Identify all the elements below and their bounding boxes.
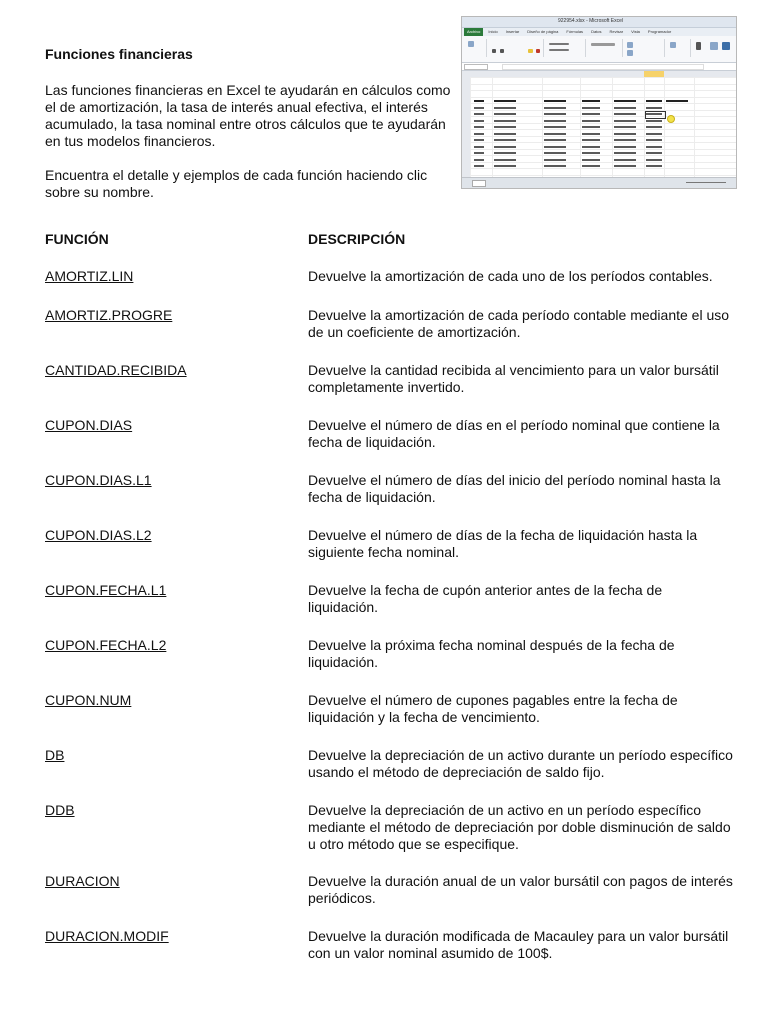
function-link[interactable]: CUPON.NUM <box>45 692 132 708</box>
mouse-cursor-highlight <box>667 115 675 123</box>
grid-col-line <box>542 77 543 177</box>
cell-text <box>474 146 484 148</box>
ribbon-group-font <box>488 39 544 57</box>
function-link[interactable]: CANTIDAD.RECIBIDA <box>45 362 187 378</box>
function-description: Devuelve el número de días en el período nominal que contiene la fecha de liquidación. <box>308 417 720 450</box>
function-link[interactable]: DURACION <box>45 873 120 889</box>
cell-text <box>614 126 636 128</box>
cell-text <box>544 126 566 128</box>
intro-paragraph-1: Las funciones financieras en Excel te ayudarán en cálculos como el de amortización, la tasa de interés anual efectiva, el interés acumulado, la tasa nominal entre otros cálculos que te ayudarán en tus modelos financieros. <box>45 82 451 149</box>
excel-tab-insert: Insertar <box>505 29 520 34</box>
excel-tab-formulas: Fórmulas <box>566 29 584 34</box>
font-color-icon <box>536 49 540 53</box>
paste-icon <box>468 41 474 47</box>
cell-text <box>494 126 516 128</box>
grid-row-line <box>470 162 736 163</box>
grid-row-line <box>470 155 736 156</box>
cell-text <box>646 152 662 154</box>
grid-row-line <box>470 136 736 137</box>
grid-row-line <box>470 168 736 169</box>
grid-row-line <box>470 97 736 98</box>
grid-col-line <box>612 77 613 177</box>
cell-text <box>614 133 636 135</box>
cell-text <box>474 113 484 115</box>
cell-text <box>474 126 484 128</box>
cell-text <box>614 152 636 154</box>
excel-ribbon <box>462 36 736 63</box>
cell-text <box>474 120 484 122</box>
function-link[interactable]: AMORTIZ.LIN <box>45 268 134 284</box>
excel-screenshot <box>461 16 737 189</box>
page-title: Funciones financieras <box>45 46 193 62</box>
function-description: Devuelve el número de cupones pagables entre la fecha de liquidación y la fecha de vencimiento. <box>308 692 678 725</box>
function-link[interactable]: DDB <box>45 802 75 818</box>
cell-text <box>544 120 566 122</box>
cell-text <box>582 152 600 154</box>
cell-text <box>582 146 600 148</box>
sort-filter-icon <box>710 42 718 50</box>
function-link[interactable]: CUPON.DIAS <box>45 417 133 433</box>
cell-text <box>544 100 566 102</box>
cell-text <box>474 159 484 161</box>
function-link[interactable]: DURACION.MODIF <box>45 928 169 944</box>
grid-row-line <box>470 129 736 130</box>
table-format-icon <box>627 50 633 56</box>
excel-formula-bar <box>462 63 736 71</box>
function-description: Devuelve la próxima fecha nominal después de la fecha de liquidación. <box>308 637 675 670</box>
cell-text <box>474 152 484 154</box>
function-description: Devuelve la cantidad recibida al vencimiento para un valor bursátil completamente invertido. <box>308 362 719 395</box>
cell-text <box>582 159 600 161</box>
conditional-format-icon <box>627 42 633 48</box>
grid-row-line <box>470 116 736 117</box>
function-link[interactable]: CUPON.DIAS.L2 <box>45 527 152 543</box>
function-description: Devuelve la fecha de cupón anterior antes de la fecha de liquidación. <box>308 582 663 615</box>
align-icon <box>549 43 569 45</box>
cell-text <box>646 107 662 109</box>
cell-text <box>474 133 484 135</box>
cell-text <box>582 133 600 135</box>
cell-text <box>582 126 600 128</box>
grid-row-line <box>470 90 736 91</box>
cell-text <box>474 100 484 102</box>
cell-text <box>544 133 566 135</box>
grid-row-line <box>470 84 736 85</box>
ribbon-group-styles <box>624 39 665 57</box>
function-description: Devuelve el número de días de la fecha de liquidación hasta la siguiente fecha nominal. <box>308 527 698 560</box>
grid-row-line <box>470 142 736 143</box>
ribbon-group-cells <box>666 39 691 57</box>
cell-text <box>614 139 636 141</box>
insert-cells-icon <box>670 42 676 48</box>
function-link[interactable]: DB <box>45 747 65 763</box>
function-description: Devuelve la duración anual de un valor bursátil con pagos de interés periódicos. <box>308 873 733 906</box>
name-box <box>464 64 488 70</box>
function-link[interactable]: CUPON.FECHA.L1 <box>45 582 167 598</box>
function-description: Devuelve la depreciación de un activo durante un período específico usando el método de depreciación de saldo fijo. <box>308 747 733 780</box>
cell-text <box>494 100 516 102</box>
cell-text <box>646 139 662 141</box>
cell-text <box>494 133 516 135</box>
cell-text <box>614 100 636 102</box>
cell-text <box>544 159 566 161</box>
cell-text <box>614 107 636 109</box>
align-icon-2 <box>549 49 569 51</box>
cell-text <box>544 113 566 115</box>
cell-text <box>614 113 636 115</box>
excel-status-bar <box>462 177 736 188</box>
cell-text <box>494 152 516 154</box>
grid-row-line <box>470 103 736 104</box>
function-link[interactable]: AMORTIZ.PROGRE <box>45 307 173 323</box>
cell-text <box>494 107 516 109</box>
ribbon-group-editing <box>692 39 732 57</box>
sum-icon <box>696 42 701 50</box>
grid-col-line <box>644 77 645 177</box>
excel-tab-review: Revisar <box>609 29 624 34</box>
excel-window-title: 922954.xlsx - Microsoft Excel <box>558 18 624 24</box>
excel-title-bar <box>462 17 736 28</box>
cell-text <box>494 120 516 122</box>
excel-tab-layout: Diseño de página <box>527 29 559 34</box>
cell-text <box>582 165 600 167</box>
ribbon-group-number <box>587 39 623 57</box>
grid-row-line <box>470 77 736 78</box>
column-header-description: DESCRIPCIÓN <box>308 231 406 247</box>
ribbon-group-clipboard <box>464 39 487 57</box>
formula-input <box>502 64 704 70</box>
cell-text <box>646 165 662 167</box>
cell-text <box>646 159 662 161</box>
excel-tab-data: Datos <box>591 29 602 34</box>
excel-ribbon-tabs <box>462 28 736 36</box>
active-cell <box>645 111 666 119</box>
cell-text <box>646 133 662 135</box>
find-select-icon <box>722 42 730 50</box>
cell-text <box>582 113 600 115</box>
grid-col-line <box>694 77 695 177</box>
cell-text <box>646 146 662 148</box>
cell-text <box>494 165 516 167</box>
grid-row-line <box>470 123 736 124</box>
cell-text <box>544 146 566 148</box>
excel-tab-file: Archivo <box>464 28 483 36</box>
grid-col-line <box>580 77 581 177</box>
cell-text <box>544 165 566 167</box>
cell-text <box>582 100 600 102</box>
zoom-slider <box>686 182 726 183</box>
cell-text <box>614 120 636 122</box>
cell-text <box>582 139 600 141</box>
function-link[interactable]: CUPON.FECHA.L2 <box>45 637 167 653</box>
cell-text <box>544 107 566 109</box>
italic-icon <box>500 49 504 53</box>
excel-tab-developer: Programador <box>647 29 672 34</box>
cell-text <box>614 146 636 148</box>
function-description: Devuelve la depreciación de un activo en un período específico mediante el método de depreciación por doble disminución de saldo u otro método que se especifique. <box>308 802 731 852</box>
function-link[interactable]: CUPON.DIAS.L1 <box>45 472 152 488</box>
cell-text <box>494 113 516 115</box>
cell-text <box>582 107 600 109</box>
grid-row-line <box>470 149 736 150</box>
cell-text <box>494 159 516 161</box>
cell-text <box>666 100 688 102</box>
fill-color-icon <box>528 49 533 53</box>
function-description: Devuelve la amortización de cada período contable mediante el uso de un coeficiente de amortización. <box>308 307 730 340</box>
intro-paragraph-2: Encuentra el detalle y ejemplos de cada función haciendo clic sobre su nombre. <box>45 167 428 200</box>
number-format-icon <box>591 43 615 46</box>
excel-tab-home: Inicio <box>488 29 498 34</box>
bold-icon <box>492 49 496 53</box>
excel-grid <box>462 71 736 177</box>
cell-text <box>544 152 566 154</box>
cell-text <box>494 139 516 141</box>
cell-text <box>474 107 484 109</box>
sheet-tab <box>472 180 486 187</box>
cell-text <box>646 100 662 102</box>
function-description: Devuelve la amortización de cada uno de los períodos contables. <box>308 268 713 284</box>
grid-row-line <box>470 175 736 176</box>
function-description: Devuelve el número de días del inicio del período nominal hasta la fecha de liquidación. <box>308 472 721 505</box>
grid-col-line <box>664 77 665 177</box>
cell-text <box>582 120 600 122</box>
cell-text <box>474 139 484 141</box>
ribbon-group-alignment <box>545 39 586 57</box>
function-description: Devuelve la duración modificada de Macauley para un valor bursátil con un valor nominal asumido de 100$. <box>308 928 729 961</box>
excel-tab-view: Vista <box>631 29 640 34</box>
column-header-function: FUNCIÓN <box>45 231 109 247</box>
grid-row-line <box>470 110 736 111</box>
cell-text <box>646 126 662 128</box>
grid-col-line <box>492 77 493 177</box>
cell-text <box>614 165 636 167</box>
cell-text <box>494 146 516 148</box>
cell-text <box>646 120 662 122</box>
cell-text <box>474 165 484 167</box>
grid-col-line <box>470 77 471 177</box>
cell-text <box>544 139 566 141</box>
cell-text <box>614 159 636 161</box>
